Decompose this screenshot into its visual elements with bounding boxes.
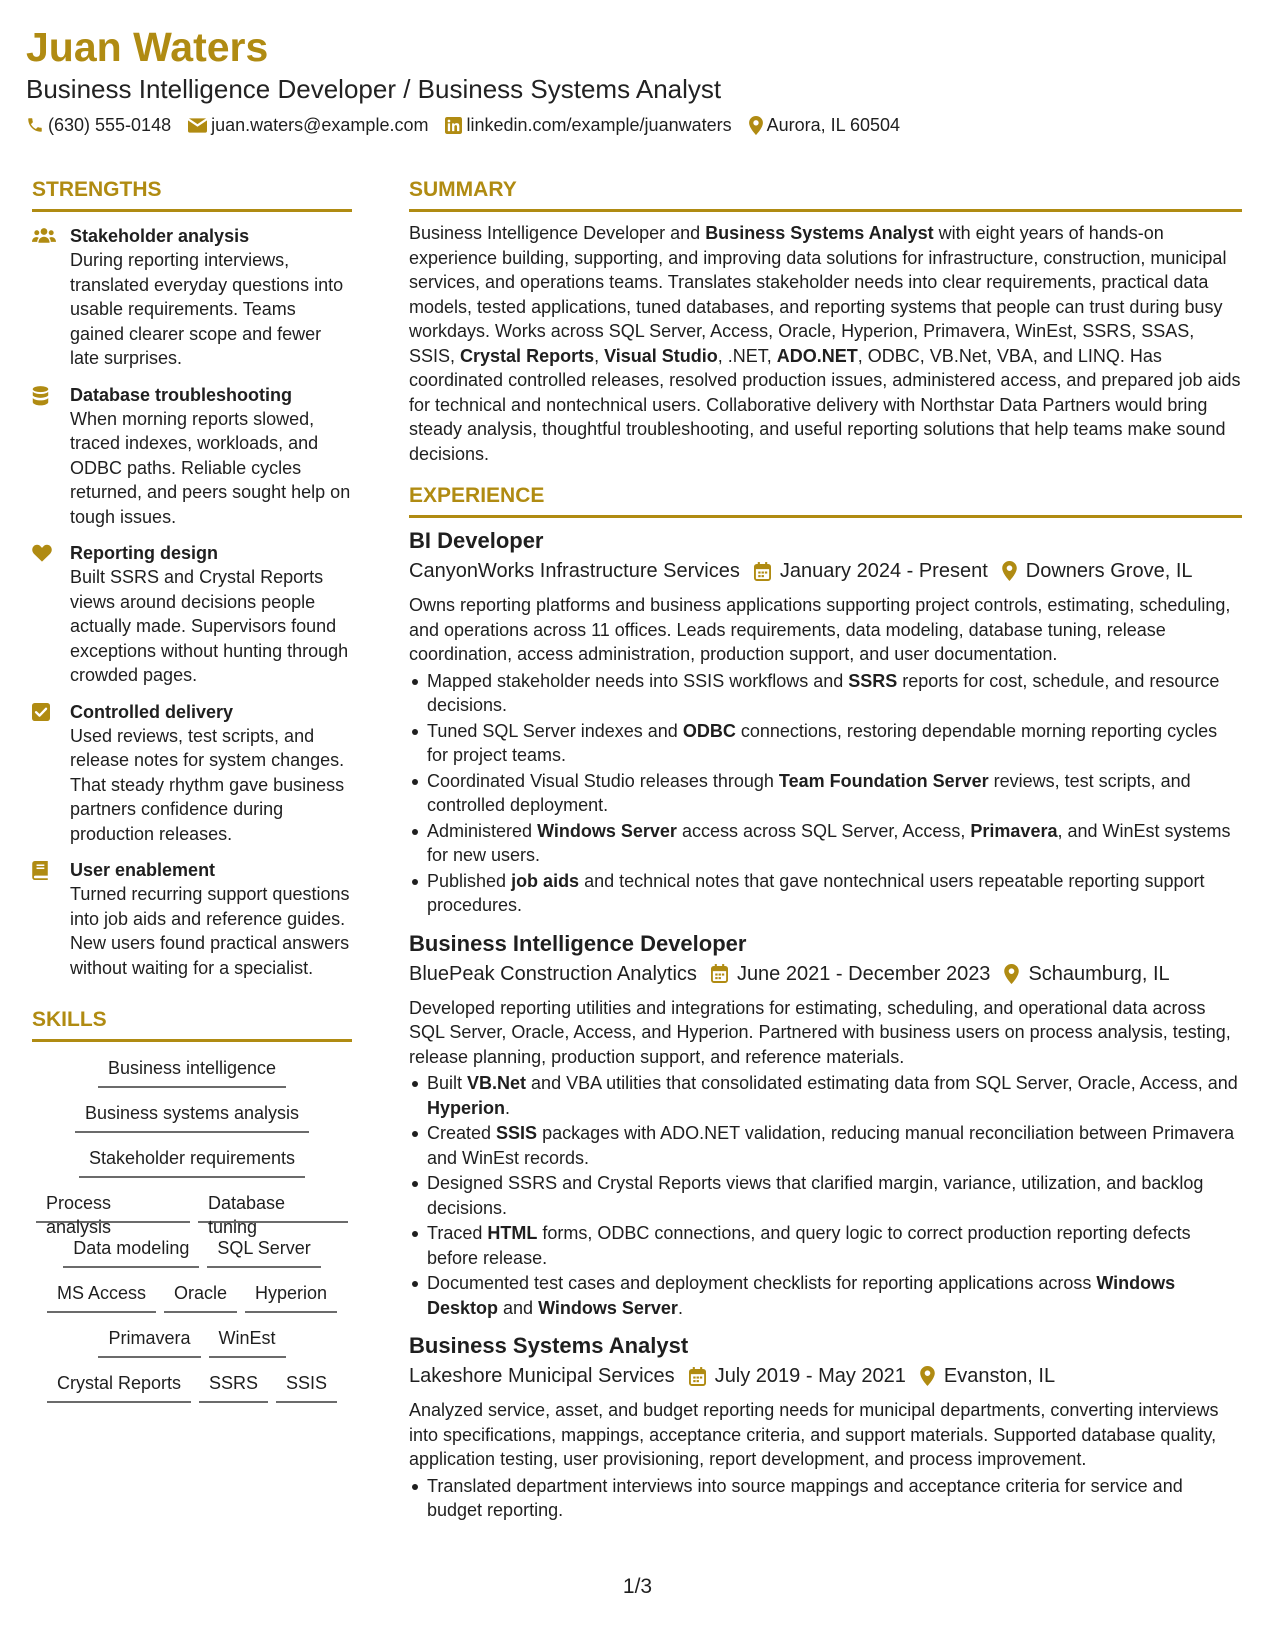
skill-tag: Database tuning	[198, 1191, 348, 1223]
bold-text: HTML	[487, 1223, 538, 1243]
job-entry	[409, 930, 1242, 1321]
bold-text: Crystal Reports	[460, 345, 595, 366]
date-range: January 2024 - Present	[779, 560, 988, 582]
job-meta	[409, 557, 1242, 585]
candidate-name: Juan Waters	[26, 24, 269, 70]
bold-text: SSRS	[848, 670, 898, 691]
job-location	[920, 1362, 1055, 1390]
job-meta	[409, 1362, 1242, 1390]
contact-bar	[26, 113, 1246, 137]
company-name: BluePeak Construction Analytics	[409, 962, 697, 985]
strength-item	[32, 383, 352, 530]
phone-icon	[26, 116, 44, 134]
strength-name: Controlled delivery	[70, 701, 234, 722]
resume-header	[26, 22, 1246, 137]
contact-phone[interactable]	[26, 113, 171, 137]
job-description: Owns reporting platforms and business applications supporting project controls, estimating, scheduling, and operations across 11 offices. Leads requirements, data modeling, database tuning, release coordination, access administration, production support, and user documentation.	[409, 595, 1231, 664]
bullet-item	[409, 1474, 1242, 1523]
job-description: Developed reporting utilities and integrations for estimating, scheduling, and operational data across SQL Server, Oracle, Access, and Hyperion. Partnered with business users on process analysis, testing, release planning, production support, and reference materials.	[409, 997, 1231, 1067]
text-segment: Translated department interviews into source mappings and acceptance criteria for service and budget reporting.	[427, 1475, 1183, 1520]
skill-tag: Process analysis	[36, 1191, 190, 1223]
summary-heading: SUMMARY	[409, 176, 1242, 212]
skills-list	[32, 1056, 352, 1416]
candidate-title: Business Intelligence Developer / Business Systems Analyst	[26, 74, 722, 104]
bold-text: Hyperion	[427, 1097, 506, 1118]
job-title: BI Developer	[409, 528, 544, 553]
job-dates	[689, 1362, 906, 1390]
date-range: June 2021 - December 2023	[736, 962, 991, 985]
bullet-item	[409, 769, 1242, 818]
skill-tag: SSRS	[199, 1371, 268, 1403]
location-text: Downers Grove, IL	[1025, 560, 1193, 582]
text-segment: , and WinEst systems for new users.	[427, 820, 1231, 865]
book-icon	[32, 861, 48, 880]
skill-row	[32, 1236, 352, 1281]
skill-row	[32, 1371, 352, 1416]
bold-text: Windows Desktop	[427, 1273, 1176, 1318]
skill-row	[32, 1191, 352, 1236]
left-column	[32, 176, 352, 1416]
bold-text: Windows Server	[538, 1297, 678, 1318]
text-segment: and technical notes that gave nontechnical users repeatable reporting support procedures.	[427, 870, 1205, 915]
bullet-item	[409, 869, 1242, 918]
text-segment: Created	[427, 1123, 497, 1143]
text-segment: Mapped stakeholder needs into SSIS workflows and	[427, 670, 849, 691]
skill-tag: MS Access	[47, 1281, 156, 1313]
job-location	[1002, 557, 1193, 585]
date-range: July 2019 - May 2021	[714, 1365, 906, 1387]
calendar-icon	[689, 1367, 706, 1386]
job-dates	[711, 960, 991, 988]
right-column	[409, 176, 1242, 1524]
text-segment: , .NET,	[717, 345, 777, 366]
skill-tag: SQL Server	[207, 1236, 320, 1268]
job-title: Business Intelligence Developer	[409, 930, 747, 956]
skill-tag: WinEst	[209, 1326, 286, 1358]
bold-text: SSIS	[496, 1123, 538, 1143]
summary-text	[409, 221, 1242, 466]
experience-list	[409, 527, 1242, 1523]
contact-location	[749, 113, 900, 137]
company-name: CanyonWorks Infrastructure Services	[409, 560, 740, 582]
text-segment: Administered	[427, 820, 538, 841]
linkedin-icon	[445, 117, 462, 134]
bullet-item	[409, 1121, 1242, 1170]
text-segment: forms, ODBC connections, and query logic to correct production reporting defects before release.	[427, 1223, 1191, 1268]
job-bullets	[409, 669, 1242, 918]
job-meta	[409, 960, 1242, 988]
text-segment: , ODBC, VB.Net, VBA, and LINQ. Has coordinated controlled releases, resolved production issues, administered access, and prepared job aids for technical and nontechnical users. Collaborative delivery with Northstar Data Partners would bring steady analysis, thoughtful troubleshooting, and useful reporting solutions that help teams make sound decisions.	[409, 345, 1241, 464]
map-pin-icon	[1004, 964, 1019, 984]
skill-tag: Business systems analysis	[75, 1101, 309, 1133]
strength-name: Reporting design	[70, 543, 218, 563]
strength-desc: During reporting interviews, translated everyday questions into usable requirements. Teams gained clearer scope and fewer late surprises.	[70, 250, 344, 368]
map-pin-icon	[920, 1366, 935, 1386]
contact-email[interactable]	[188, 113, 428, 137]
skill-row	[32, 1146, 352, 1191]
users-icon	[32, 227, 56, 244]
text-segment: Documented test cases and deployment checklists for reporting applications across	[427, 1273, 1097, 1293]
strength-desc: Used reviews, test scripts, and release notes for system changes. That steady rhythm gave business partners confidence during production releases.	[70, 725, 345, 844]
text-segment: with eight years of hands-on experience building, supporting, and improving data solutions for infrastructure, construction, municipal services, and operations teams. Translates stakeholder needs into clear requirements, practical data models, tested applications, tuned databases, and reporting systems that people can trust during busy workdays. Works across SQL Server, Access, Oracle, Hyperion, Primavera, WinEst, SSRS, SSAS, SSIS,	[409, 223, 1227, 366]
job-bullets	[409, 1071, 1242, 1320]
bullet-item	[409, 1071, 1242, 1120]
text-segment: Traced	[427, 1223, 488, 1243]
email-text: juan.waters@example.com	[211, 115, 429, 135]
location-text: Aurora, IL 60504	[766, 115, 901, 135]
skill-tag: Stakeholder requirements	[79, 1146, 305, 1178]
text-segment: and VBA utilities that consolidated estimating data from SQL Server, Oracle, Access, and	[526, 1073, 1238, 1093]
job-company	[409, 1362, 675, 1390]
bullet-item	[409, 1221, 1242, 1270]
text-segment: .	[505, 1097, 511, 1118]
strength-item	[32, 224, 352, 371]
job-title: Business Systems Analyst	[409, 1333, 689, 1358]
bold-text: VB.Net	[467, 1073, 527, 1093]
bullet-item	[409, 669, 1242, 718]
skill-row	[32, 1281, 352, 1326]
skill-row	[32, 1326, 352, 1371]
envelope-icon	[188, 118, 207, 133]
skill-tag: SSIS	[276, 1371, 337, 1403]
text-segment: reviews, test scripts, and controlled deployment.	[427, 770, 1191, 815]
text-segment: Tuned SQL Server indexes and	[427, 720, 683, 741]
strength-item	[32, 700, 352, 847]
bullet-item	[409, 719, 1242, 768]
text-segment: packages with ADO.NET validation, reducing manual reconciliation between Primavera and WinEst records.	[427, 1123, 1235, 1168]
bold-text: ODBC	[682, 720, 736, 741]
text-segment: Built	[427, 1073, 468, 1093]
experience-heading: EXPERIENCE	[409, 482, 1242, 518]
text-segment: .	[677, 1297, 683, 1318]
bold-text: ADO.NET	[776, 345, 858, 366]
bullet-item	[409, 1171, 1242, 1220]
calendar-icon	[754, 562, 771, 581]
text-segment: ,	[594, 345, 605, 366]
strength-desc: Turned recurring support questions into job aids and reference guides. New users found practical answers without waiting for a specialist.	[70, 884, 350, 978]
linkedin-text: linkedin.com/example/juanwaters	[466, 115, 732, 135]
skill-tag: Crystal Reports	[47, 1371, 191, 1403]
phone-text: (630) 555-0148	[48, 115, 172, 135]
strength-item	[32, 541, 352, 688]
text-segment: access across SQL Server, Access,	[676, 820, 971, 841]
skill-tag: Data modeling	[63, 1236, 199, 1268]
job-company	[409, 557, 740, 585]
strength-desc: Built SSRS and Crystal Reports views around decisions people actually made. Supervisors found exceptions without hunting through crowded pages.	[70, 567, 349, 685]
heart-icon	[32, 544, 52, 562]
location-text: Schaumburg, IL	[1028, 962, 1170, 985]
job-entry	[409, 1332, 1242, 1523]
skill-tag: Hyperion	[245, 1281, 337, 1313]
database-icon	[32, 386, 49, 406]
contact-linkedin[interactable]	[445, 113, 731, 137]
text-segment: and	[498, 1297, 539, 1318]
map-pin-icon	[1002, 561, 1017, 581]
bold-text: Windows Server	[537, 820, 677, 841]
strength-name: User enablement	[70, 860, 216, 880]
bold-text: Primavera	[970, 820, 1058, 841]
text-segment: Published	[427, 870, 512, 891]
text-segment: reports for cost, schedule, and resource decisions.	[427, 670, 1220, 715]
skills-heading: SKILLS	[32, 1006, 352, 1042]
location-text: Evanston, IL	[943, 1365, 1056, 1387]
job-description: Analyzed service, asset, and budget reporting needs for municipal departments, converting interviews into specifications, mappings, acceptance criteria, and support materials. Supported database quality, application testing, user provisioning, report development, and process improvement.	[409, 1400, 1219, 1469]
text-segment: Designed SSRS and Crystal Reports views that clarified margin, variance, utilization, and backlog decisions.	[427, 1173, 1204, 1218]
company-name: Lakeshore Municipal Services	[409, 1365, 675, 1387]
bold-text: Team Foundation Server	[778, 770, 989, 791]
calendar-icon	[711, 964, 728, 983]
job-company	[409, 960, 697, 988]
strength-item	[32, 858, 352, 980]
skill-tag: Business intelligence	[98, 1056, 286, 1088]
skill-row	[32, 1101, 352, 1146]
strength-name: Database troubleshooting	[70, 384, 293, 405]
strengths-heading: STRENGTHS	[32, 176, 352, 212]
bold-text: job aids	[511, 870, 580, 891]
check-square-icon	[32, 703, 50, 721]
job-location	[1004, 960, 1169, 988]
page-number: 1/3	[622, 1575, 653, 1598]
skill-row	[32, 1056, 352, 1101]
strength-desc: When morning reports slowed, traced indexes, workloads, and ODBC paths. Reliable cycles returned, and peers sought help on tough issues.	[70, 408, 351, 527]
skill-tag: Primavera	[98, 1326, 200, 1358]
bold-text: Business Systems Analyst	[705, 223, 934, 243]
map-pin-icon	[749, 116, 763, 135]
bullet-item	[409, 819, 1242, 868]
bold-text: Visual Studio	[604, 345, 718, 366]
job-bullets	[409, 1474, 1242, 1523]
strength-name: Stakeholder analysis	[70, 226, 250, 246]
job-dates	[754, 557, 988, 585]
text-segment: connections, restoring dependable morning reporting cycles for project teams.	[427, 720, 1218, 765]
bullet-item	[409, 1271, 1242, 1320]
text-segment: Coordinated Visual Studio releases through	[427, 770, 779, 791]
job-entry	[409, 527, 1242, 918]
skill-tag: Oracle	[164, 1281, 237, 1313]
text-segment: Business Intelligence Developer and	[409, 223, 706, 243]
